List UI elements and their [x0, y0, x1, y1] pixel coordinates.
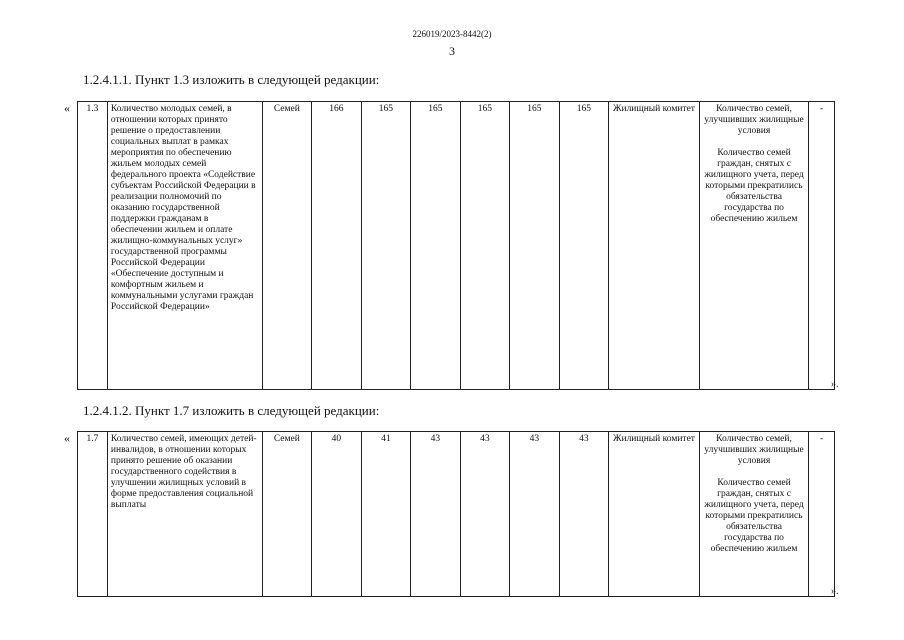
value-cell: 41	[361, 432, 411, 597]
open-quote: «	[64, 101, 70, 115]
item-number: 1.3	[78, 102, 108, 390]
value-cell: 43	[510, 432, 560, 597]
item-number: 1.7	[78, 432, 108, 597]
value-cell: 165	[510, 102, 560, 390]
table-row	[78, 432, 835, 597]
value-cell: 43	[411, 432, 461, 597]
open-quote: «	[64, 431, 70, 445]
value-cell: 165	[361, 102, 411, 390]
section-heading-1-7: 1.2.4.1.2. Пункт 1.7 изложить в следующей редакции:	[83, 403, 380, 418]
executor-cell: Жилищный комитет	[609, 102, 700, 390]
value-cell: 40	[312, 432, 362, 597]
document-id: 226019/2023-8442(2)	[412, 29, 492, 39]
table-row	[78, 102, 835, 390]
executor-cell: Жилищный комитет	[609, 432, 700, 597]
value-cell: 166	[312, 102, 362, 390]
indicator-description: Количество молодых семей, в отношении которых принято решение о предоставлении социальных выплат в рамках мероприятия по обеспечению жильем молодых семей федерального проекта «Содействие субъектам Российской Федерации в реализации полномочий по оказанию государственной поддержки гражданам в обеспечении жильем и оплате жилищно-коммунальных услуг» государственной программы Российской Федерации «Обеспечение доступным и комфортным жильем и коммунальными услугами граждан Российской Федерации»	[107, 102, 262, 390]
extra-cell: -	[809, 102, 835, 390]
value-cell: 165	[411, 102, 461, 390]
extra-cell: -	[809, 432, 835, 597]
indicator-description: Количество семей, имеющих детей-инвалидов, в отношении которых принято решение об оказании государственного содействия в улучшении жилищных условий в форме предоставления социальной выплаты	[107, 432, 262, 597]
result-cell: Количество семей, улучшивших жилищные условия Количество семей граждан, снятых с жилищного учета, перед которыми прекратились обязательства государства по обеспечению жильем	[699, 432, 808, 597]
section-heading-1-3: 1.2.4.1.1. Пункт 1.3 изложить в следующей редакции:	[83, 72, 380, 87]
result-cell: Количество семей, улучшивших жилищные условия Количество семей граждан, снятых с жилищного учета, перед которыми прекратились обязательства государства по обеспечению жильем	[699, 102, 808, 390]
value-cell: 43	[460, 432, 510, 597]
table-item-1-7	[77, 431, 835, 597]
page-number: 3	[449, 44, 455, 58]
value-cell: 43	[559, 432, 609, 597]
close-mark: ».	[831, 379, 839, 390]
unit-cell: Семей	[262, 102, 312, 390]
table-item-1-3	[77, 101, 835, 390]
value-cell: 165	[559, 102, 609, 390]
unit-cell: Семей	[262, 432, 312, 597]
close-mark: ».	[831, 586, 839, 597]
value-cell: 165	[460, 102, 510, 390]
